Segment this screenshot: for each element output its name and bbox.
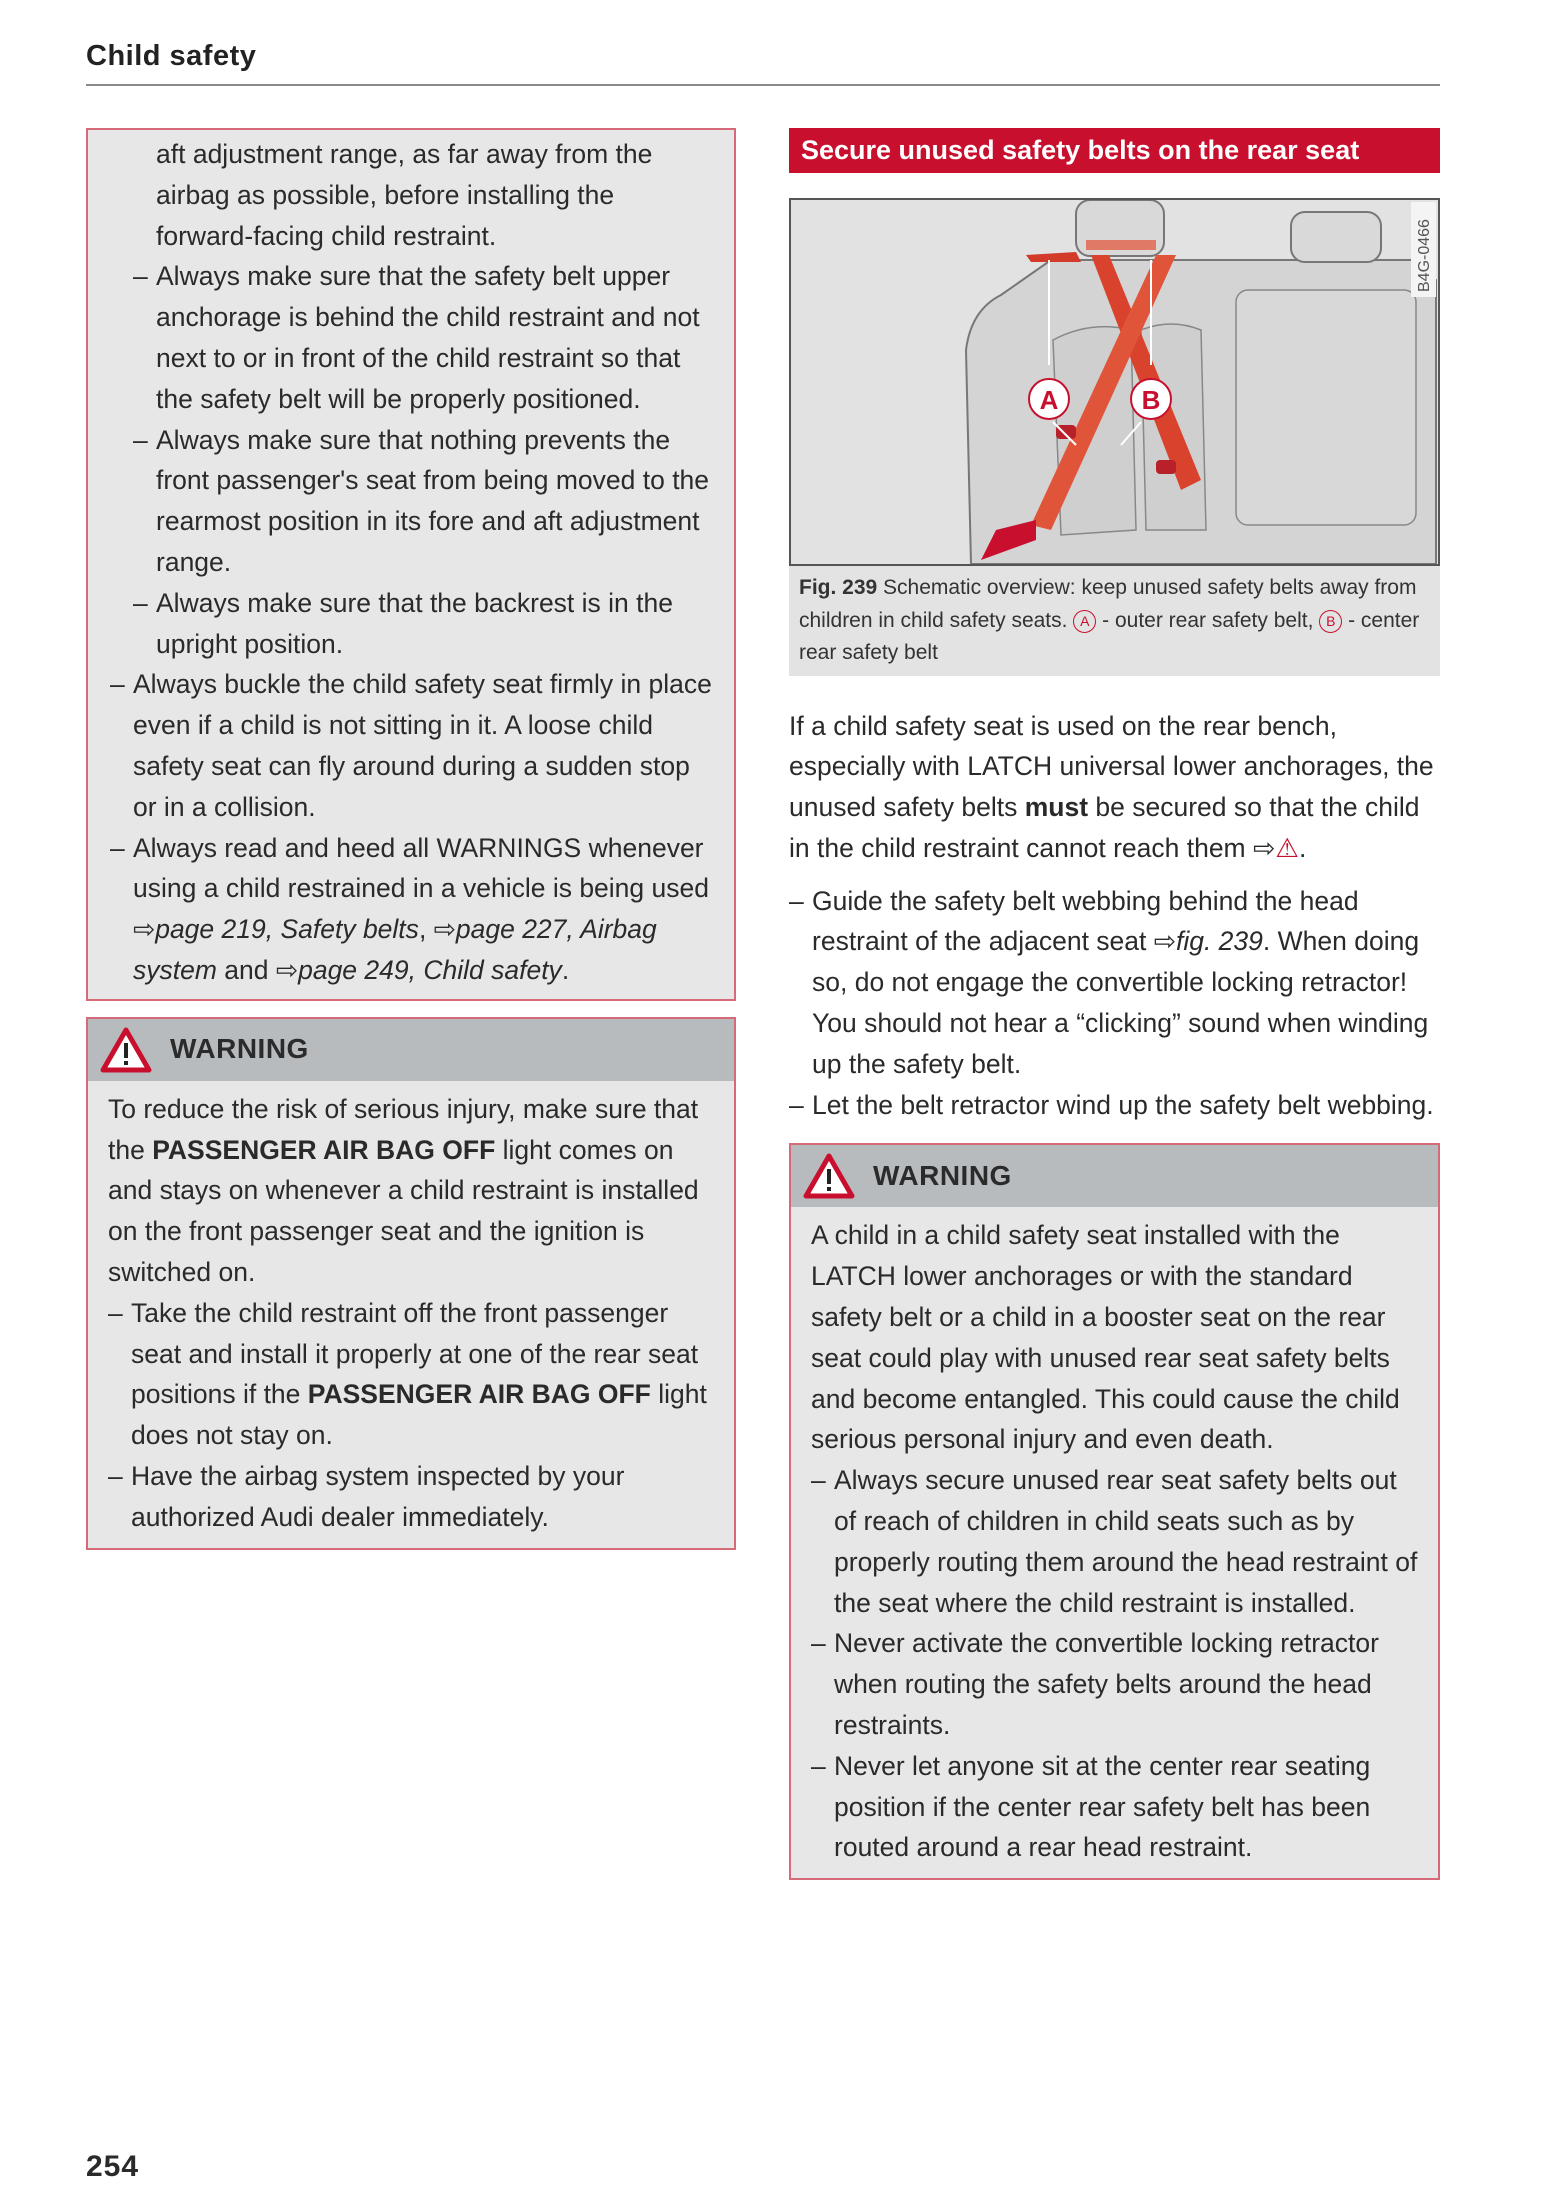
caption-a: - outer rear safety belt, bbox=[1102, 608, 1314, 632]
figure-number: Fig. 239 bbox=[799, 576, 878, 599]
list-item bbox=[110, 420, 716, 583]
dash-bullet: – bbox=[133, 587, 148, 618]
text-segment: aft adjustment range, as far away from the airbag as possible, before installing the forward-facing child restraint. bbox=[156, 139, 653, 251]
cross-reference-link[interactable]: ⇨page 249, Child safety bbox=[275, 954, 562, 985]
text-segment: , bbox=[418, 914, 434, 945]
dash-bullet: – bbox=[110, 669, 125, 700]
label-b-icon: B bbox=[1319, 610, 1342, 633]
callout-a bbox=[1029, 379, 1069, 419]
list-item bbox=[811, 1623, 1420, 1745]
warning-body bbox=[88, 1081, 734, 1548]
list-item bbox=[110, 664, 716, 827]
text-segment: . bbox=[561, 954, 570, 985]
svg-text:A: A bbox=[1039, 385, 1059, 415]
list-item bbox=[110, 256, 716, 419]
text-segment: Guide the safety belt webbing behind the head restraint of the adjacent seat bbox=[812, 885, 1359, 957]
cross-reference-link[interactable]: ⇨page 227, Airbag system bbox=[133, 914, 657, 985]
text-segment: . bbox=[1298, 832, 1307, 863]
list-item bbox=[110, 828, 716, 991]
figure-239 bbox=[789, 198, 1440, 566]
list-item bbox=[811, 1215, 1420, 1460]
dash-bullet: – bbox=[789, 1089, 804, 1120]
warning-ref-icon: ⚠ bbox=[1275, 832, 1299, 863]
figure-caption bbox=[789, 566, 1440, 676]
dash-bullet: – bbox=[133, 261, 148, 292]
dash-bullet: – bbox=[110, 832, 125, 863]
header-divider bbox=[86, 84, 1440, 86]
intro-paragraph bbox=[789, 706, 1444, 869]
list-item bbox=[811, 1460, 1420, 1623]
dash-bullet: – bbox=[811, 1465, 826, 1496]
warning-body bbox=[791, 1207, 1438, 1878]
instruction-box bbox=[86, 128, 736, 1001]
text-segment: Always read and heed all WARNINGS whenever using a child restrained in a vehicle is being used bbox=[133, 832, 709, 904]
dash-bullet: – bbox=[811, 1750, 826, 1781]
page-number: 254 bbox=[86, 2150, 140, 2183]
text-segment: Never activate the convertible locking retractor when routing the safety belts around the head restraints. bbox=[834, 1628, 1379, 1741]
figure-code: B4G-0466 bbox=[1416, 219, 1433, 292]
list-item bbox=[108, 1456, 716, 1538]
warning-title: WARNING bbox=[873, 1160, 1012, 1192]
warning-title: WARNING bbox=[170, 1033, 309, 1065]
dash-bullet: – bbox=[133, 424, 148, 455]
warning-header bbox=[88, 1019, 734, 1081]
list-item bbox=[110, 583, 716, 665]
svg-text:B: B bbox=[1141, 385, 1161, 415]
label-a-icon: A bbox=[1073, 610, 1096, 633]
instruction-steps bbox=[789, 881, 1444, 1126]
rear-seat-illustration bbox=[791, 200, 1438, 564]
text-segment: Never let anyone sit at the center rear seating position if the center rear safety belt has been routed around a rear head restraint. bbox=[834, 1750, 1371, 1863]
callout-b bbox=[1131, 379, 1171, 419]
warning-box-left bbox=[86, 1017, 736, 1550]
text-segment: If a child safety seat is used on the rear bench, especially with LATCH universal lower anchorages, the unused safety belts bbox=[789, 710, 1434, 823]
list-item bbox=[110, 134, 716, 256]
text-segment: Take the child restraint off the front passenger seat and install it properly at one of the rear seat positions if the bbox=[131, 1297, 699, 1410]
text-segment: A child in a child safety seat installed with the LATCH lower anchorages or with the standard safety belt or a child in a booster seat on the rear seat could play with unused rear seat safety belts and become entangled. This could cause the child serious personal injury and even death. bbox=[811, 1220, 1400, 1455]
dash-bullet: – bbox=[811, 1628, 826, 1659]
text-segment: Always buckle the child safety seat firmly in place even if a child is not sitting in it. A loose child safety seat can fly around during a sudden stop or in a collision. bbox=[133, 669, 712, 822]
cross-reference-link[interactable]: ⇨fig. 239 bbox=[1153, 926, 1263, 957]
list-item bbox=[811, 1746, 1420, 1868]
emphasis-text: PASSENGER AIR BAG OFF bbox=[152, 1134, 496, 1165]
dash-bullet: – bbox=[108, 1460, 123, 1491]
emphasis-text: must bbox=[1024, 792, 1089, 823]
emphasis-text: PASSENGER AIR BAG OFF bbox=[307, 1379, 651, 1410]
section-title: Secure unused safety belts on the rear seat bbox=[789, 128, 1440, 173]
text-segment: Always make sure that the safety belt upper anchorage is behind the child restraint and not next to or in front of the child restraint so that the safety belt will be properly positioned. bbox=[156, 261, 700, 414]
list-item bbox=[789, 881, 1444, 1085]
text-segment: Always make sure that the backrest is in the upright position. bbox=[156, 587, 673, 659]
caption-b: - center rear safety belt bbox=[799, 608, 1420, 664]
left-column bbox=[86, 128, 736, 1550]
list-item bbox=[789, 1085, 1444, 1126]
section-header: Child safety bbox=[86, 40, 257, 72]
text-segment: Always secure unused rear seat safety belts out of reach of children in child seats such as by properly routing them around the head restraint of the seat where the child restraint is installed. bbox=[834, 1465, 1418, 1618]
text-segment: Let the belt retractor wind up the safety belt webbing. bbox=[812, 1089, 1434, 1120]
warning-triangle-icon bbox=[100, 1027, 152, 1073]
text-segment: be secured so that the child in the child restraint cannot reach them ⇨ bbox=[789, 792, 1420, 863]
text-segment: Have the airbag system inspected by your authorized Audi dealer immediately. bbox=[131, 1460, 625, 1532]
text-segment: To reduce the risk of serious injury, make sure that the bbox=[108, 1093, 699, 1165]
warning-triangle-icon bbox=[803, 1153, 855, 1199]
list-item bbox=[108, 1293, 716, 1456]
text-segment: . When doing so, do not engage the convertible locking retractor! You should not hear a “clicking” sound when winding up the safety belt. bbox=[812, 926, 1429, 1079]
dash-bullet: – bbox=[789, 885, 804, 916]
text-segment: and bbox=[216, 954, 276, 985]
caption-text: Schematic overview: keep unused safety belts away from children in child safety seats. bbox=[799, 576, 1417, 632]
dash-bullet: – bbox=[108, 1297, 123, 1328]
right-column bbox=[789, 128, 1444, 1880]
text-segment: light comes on and stays on whenever a child restraint is installed on the front passenger seat and the ignition is switched on. bbox=[108, 1134, 699, 1287]
text-segment: light does not stay on. bbox=[131, 1379, 707, 1451]
warning-header bbox=[791, 1145, 1438, 1207]
cross-reference-link[interactable]: ⇨page 219, Safety belts bbox=[133, 914, 419, 945]
text-segment: Always make sure that nothing prevents the front passenger's seat from being moved to the rearmost position in its fore and aft adjustment range. bbox=[156, 424, 710, 577]
list-item bbox=[108, 1089, 716, 1293]
warning-box-right bbox=[789, 1143, 1440, 1880]
